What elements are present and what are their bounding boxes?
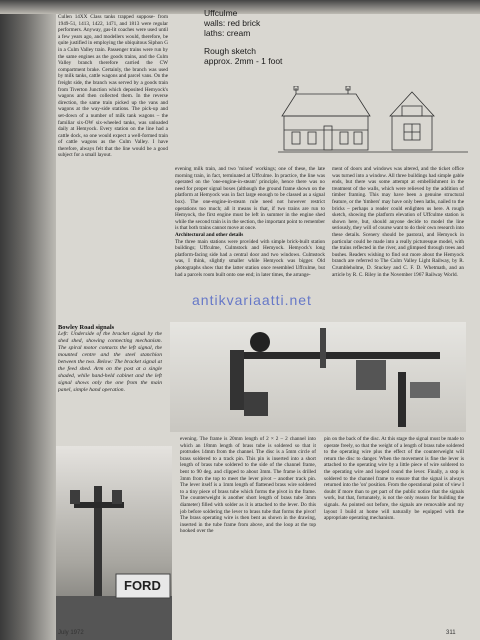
signal-photo-graphic [170,322,466,432]
article-text: evening milk train, and two 'mixed' workings; one of these, the late morning train, in fact, terminated at Uffculme. In practice, the line was operated on the 'one-engine-in-steam' principle, hence there was no need for proper signal boxes (although the ground frame shown on the platform at Hemyock was in fact large enough to be classed as a signal box). The one-engine-in-steam rule need not however restrict operations too much; all it means is that, if two trains are run to Hemyock, the first engine must be left in summer in the engine shed while the second train is in the section, the important point to remember is that both trains cannot move at once. [175,166,325,232]
sketch-scale: approx. 2mm - 1 foot [204,56,283,66]
signal-photo-top [170,322,466,432]
article-column-bottom-2 [324,436,464,636]
section-heading: Architectural and other details [175,231,244,238]
caption-heading: Bowley Road signals [58,324,115,331]
page-gutter-shadow [0,0,56,640]
article-text: Cullen 14XX Class tanks trapped suppose- from 1949-51, 1413, 1422, 1471, and 1813 were regular performers. Anyway, gas-lit coaches were used until a few years ago, and modellers would, therefore, be quite justified in employing the ubiquitous Siphon G in a Culm Valley train. Passenger trains were run by the same engines as the goods trains, and the Culm Valley branch therefore carried the CW compartment brake. Certainly, the branch was used by milk tanks, cattle wagons and parcel vans. On the freight side, the branch was served by a goods train from Tiverton Junction which deposited Hemyock's wagons and then collected them. In the reverse direction, the same train picked up the vans and wagons at the way-side stations. The pick-up and set-down of a number of milk tank wagons – the familiar six-OW six-wheeled tanks, was unloaded daily at Hemyock. Every station on the line had a cattle dock, so one would expect a well-formed train of cattle wagons as the Culm Valley. I have therefore, always felt that the line would be a good subject for a small layout. [58,14,168,159]
sketch-rough: Rough sketch [204,46,256,56]
signal-photo-bottom-graphic [56,446,172,640]
page-number: 311 [446,630,456,636]
sketch-laths: laths: cream [204,28,251,38]
station-building-sketch [278,86,468,156]
article-text: ment of doors and windows was altered, and the ticket office was turned into a window. All three buildings had simple gable ends, but there was some attempt at embellishment in the treatment of the walls, which were relieved by the addition of timber framing. This may have been a genuine structural feature, or the 'timbers' may have only been laths, nailed to the bricks – perhaps a reader could enlighten us here. A rough sketch, showing the platform elevation of Uffculme station is shown here, but, should anyone decide to model the line seriously, they will of course want to do their own research into these details. Scenery should be pastoral, and Hemyock in particular could be made into a really picturesque model, with the trains reflected in the river, and glimpsed through trees and bushes. Readers wishing to find out more about the Hemyock branch are referred to The Culm Valley Light Railway, by R. Crumbleholme, D. Stuckey and C. F. D. Whetmath, and an article by R. C. Riley in the November 1967 Railway World. [332,166,464,278]
issue-date: July 1972 [58,630,84,636]
article-text: The three main stations were provided with simple brick-built station buildings; Uffculme, Culmstock and Hemyock. Hemyock's long platform-facing side had a central door and two windows. Culmstock was, I think, slightly smaller while Hemyock was bigger. Old photographs show that the latter station once resembled Uffculme, but had a parcels room built onto one end; in later times, the arrange- [175,238,325,278]
sketch-spec-block [204,8,304,66]
sketch-station-name: Uffculme [204,8,238,18]
photo-caption-column [58,324,162,464]
article-column-bottom-1 [180,436,316,636]
signal-photo-bottom [56,446,172,640]
sketch-walls: walls: red brick [204,18,261,28]
caption-text: Left: Underside of the bracket signal by the shed shed, showing connecting mechanism. The spiral motor contacts the left signal, the mounted centre and the steel stanchion between the two. Below: The bracket signal at the feed shed. Arm on the post at a single shaded, while hand-held cabinet and the left signal shows only the one from the main panel, simple hand operation. [58,331,162,393]
article-column-top-left [58,14,168,220]
article-text: evening. The frame is 20mm length of 2 × 2 – 2 channel into which an 18mm length of brass tube is soldered so that it protrudes 14mm from the channel. The disc is a 5mm circle of brass soldered to a track pin. This pin is inserted into a short length of brass tube soldered to the side of the channel frame, bent to 90 deg. and clipped to about 3mm. The frame is drilled 3mm from the top to meet the lever pivot – another track pin. The lever itself is a 1mm length of flattened brass wire soldered to a tiny piece of brass tube which forms the pivot in the frame. The counterweight is another short length of brass tube 3mm diameter) filled with solder as it is attached to the lever. Do this job before soldering the lever to brass tube that forms the pivot! The brass operating wire is then bent as shown in the drawing, inserted in the tube frame from above, and the loop at the top hooked over the [180,436,316,535]
watermark: antikvariaatti.net [192,292,312,308]
photo-sign-text: FORD [124,578,161,593]
article-column-right [332,166,464,316]
article-text: pin on the back of the disc. At this stage the signal must be made to operate freely, so that the weight of a length of brass tube soldered to the operating wire plus the effect of the counterweight will return the disc to danger. When the movement is fine the lever is attached to the operating wire by a little piece of wire soldered to the operating wire and looped round the lever. Finally, a stop is soldered to the channel frame to ensure that the signal is always returned into the 'on' position. From the operational point of view I doubt if more than to get part of the public notice that the signals work, but that, fortunately, is not the only reason for building the signals. As pointed out before, the signals are removable and my layout I build at home will naturally be equipped with the appropriate operating mechanism. [324,436,464,522]
